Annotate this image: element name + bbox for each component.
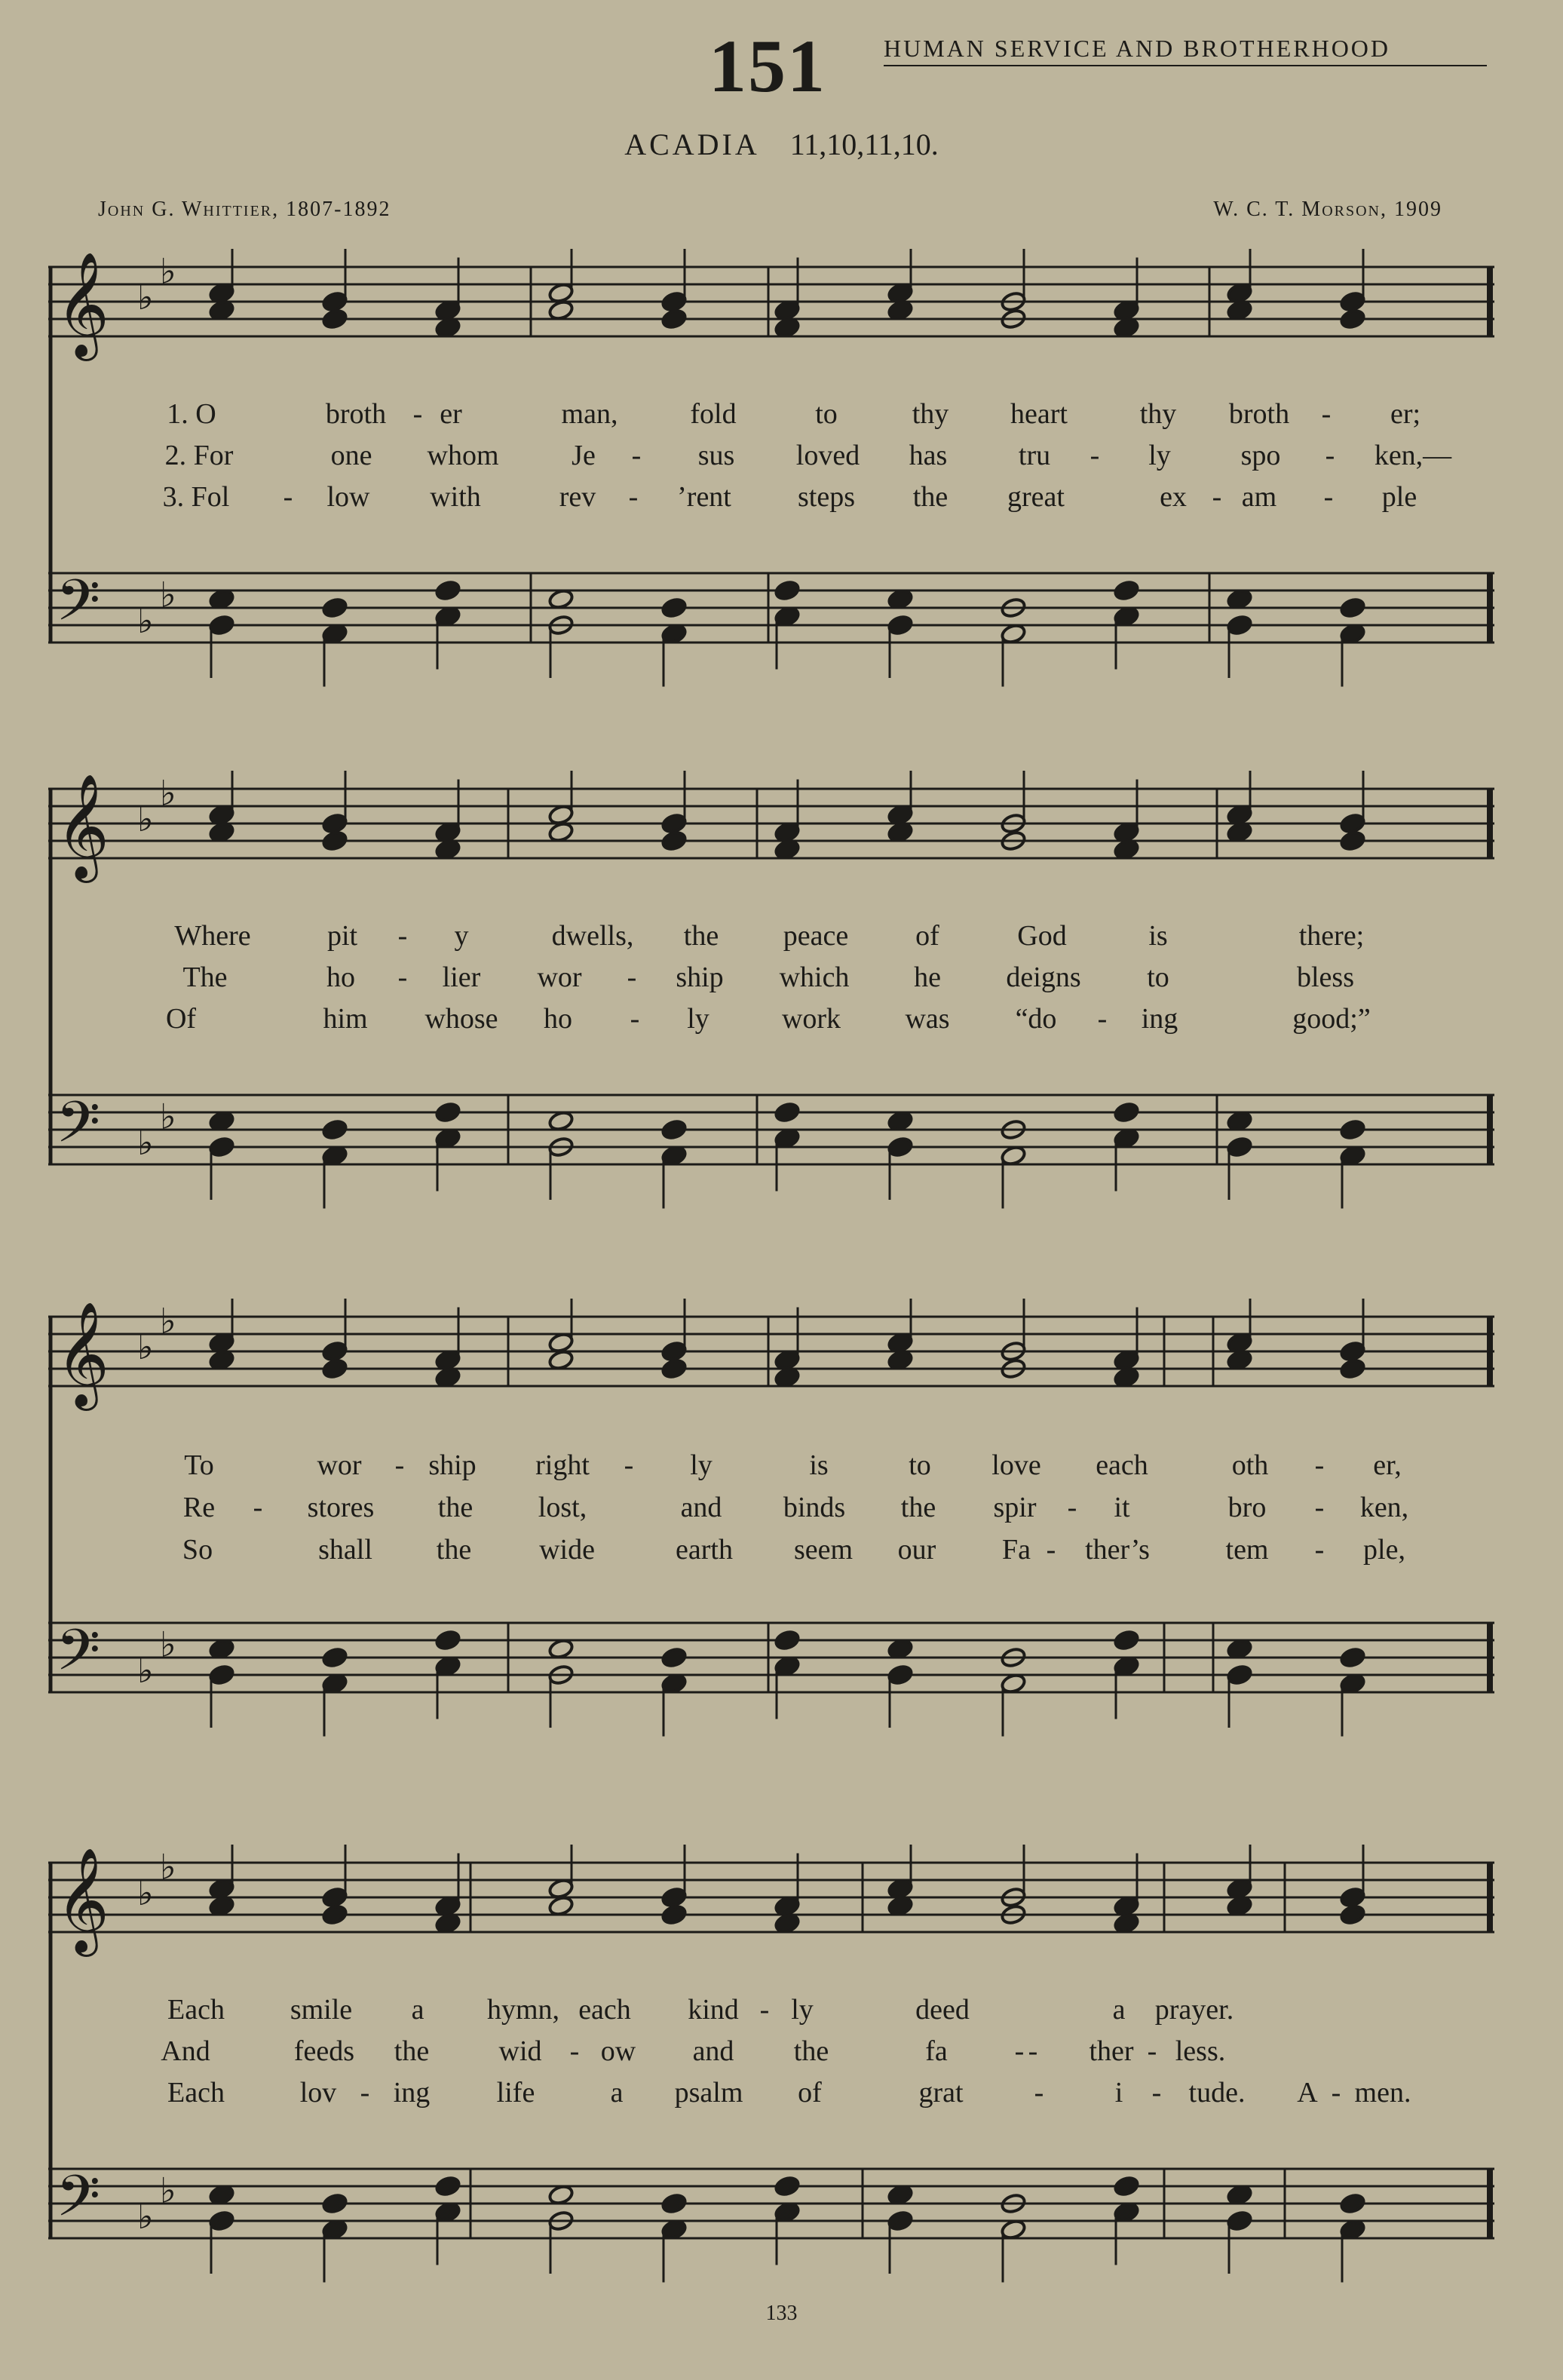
bass-note-head xyxy=(208,2210,234,2231)
lyric-s4-v3-w16: men. xyxy=(1354,2077,1411,2109)
bass-note-head xyxy=(887,2210,913,2231)
bass-clef-icon: 𝄢 xyxy=(56,1617,101,1698)
lyric-s3-v1-w1: To xyxy=(184,1449,214,1481)
lyric-s2-v1-w3: - xyxy=(397,920,408,952)
score-system-3 xyxy=(48,1299,1494,1781)
lyric-s4-v1-w9: deed xyxy=(915,1994,970,2026)
lyric-s1-v3-w9: the xyxy=(912,481,949,513)
score-system-2 xyxy=(48,771,1494,1253)
flat-sign-icon: ♭ xyxy=(137,1122,154,1163)
lyric-s1-v3-w1: 3. Fol xyxy=(162,481,230,513)
lyric-s2-v3-w3: whose xyxy=(424,1003,498,1035)
bass-note-head xyxy=(1113,2175,1139,2197)
lyric-s3-v2-w5: lost, xyxy=(538,1492,587,1523)
lyric-s2-v3-w9: “do xyxy=(1015,1003,1057,1035)
lyric-s2-v1-w11: there; xyxy=(1298,920,1365,952)
flat-sign-icon: ♭ xyxy=(137,1872,154,1913)
lyric-s1-v2-w3: whom xyxy=(427,440,499,471)
treble-note-head xyxy=(1339,1340,1365,1362)
lyric-s2-v3-w7: work xyxy=(781,1003,841,1035)
lyric-s4-v2-w5: - xyxy=(569,2035,580,2067)
lyric-s4-v2-w14: less. xyxy=(1175,2035,1226,2067)
treble-note-head xyxy=(660,1903,687,1925)
lyric-s2-v3-w2: him xyxy=(323,1003,368,1035)
lyric-s3-v1-w10: love xyxy=(991,1449,1041,1481)
treble-note-head xyxy=(660,290,687,312)
lyric-s1-v3-w14: - xyxy=(1323,481,1334,513)
lyric-s1-v2-w6: sus xyxy=(697,440,735,471)
lyric-s1-v1-w1: 1. O xyxy=(167,398,216,430)
lyric-s3-v2-w10: - xyxy=(1067,1492,1077,1523)
lyric-s4-v1-w1: Each xyxy=(167,1994,225,2026)
flat-sign-icon: ♭ xyxy=(160,250,176,292)
lyric-s1-v2-w13: - xyxy=(1325,440,1335,471)
bass-note-head xyxy=(1113,579,1139,601)
lyric-s1-v2-w7: loved xyxy=(795,440,860,471)
bass-note-head xyxy=(1226,614,1252,636)
bass-clef-icon: 𝄢 xyxy=(56,1089,101,1170)
lyric-s4-v2-w9: fa xyxy=(925,2035,948,2067)
composer-credit: W. C. T. Morson, 1909 xyxy=(1213,198,1442,221)
lyric-s4-v2-w4: wid xyxy=(498,2035,542,2067)
treble-note-head xyxy=(321,290,348,312)
bass-note-head xyxy=(434,579,461,601)
lyric-s4-v2-w12: ther xyxy=(1089,2035,1134,2067)
lyric-s2-v1-w2: pit xyxy=(326,920,358,952)
bass-note-head xyxy=(321,1646,348,1668)
lyric-s3-v3-w3: the xyxy=(436,1534,472,1566)
lyric-s1-v3-w7: ’rent xyxy=(677,481,731,513)
lyric-s2-v2-w8: which xyxy=(779,962,850,993)
lyric-s3-v2-w2: - xyxy=(253,1492,263,1523)
lyric-s3-v2-w4: the xyxy=(437,1492,473,1523)
lyric-s1-v2-w2: one xyxy=(330,440,372,471)
bass-note-head xyxy=(887,1136,913,1158)
lyric-s1-v3-w4: with xyxy=(430,481,481,513)
flat-sign-icon: ♭ xyxy=(137,1650,154,1691)
flat-sign-icon: ♭ xyxy=(160,1624,176,1665)
lyric-s4-v3-w13: tude. xyxy=(1188,2077,1246,2109)
flat-sign-icon: ♭ xyxy=(137,799,154,839)
lyric-s3-v2-w7: binds xyxy=(783,1492,846,1523)
lyric-s4-v3-w12: - xyxy=(1151,2077,1162,2109)
lyric-s1-v1-w2: broth xyxy=(325,398,387,430)
bass-note-head xyxy=(434,2175,461,2197)
lyric-s1-v3-w15: ple xyxy=(1381,481,1417,513)
lyric-s1-v3-w12: - xyxy=(1212,481,1222,513)
lyric-s1-v2-w9: tru xyxy=(1018,440,1051,471)
lyric-s4-v1-w10: a xyxy=(1112,1994,1126,2026)
lyric-s2-v1-w1: Where xyxy=(174,920,251,952)
lyric-s3-v2-w3: stores xyxy=(307,1492,375,1523)
lyric-s2-v1-w6: the xyxy=(683,920,719,952)
lyric-s4-v1-w3: a xyxy=(411,1994,424,2026)
page-number: 133 xyxy=(765,2302,798,2325)
lyric-s3-v3-w4: wide xyxy=(539,1534,595,1566)
lyric-s2-v1-w7: peace xyxy=(783,920,849,952)
lyric-s2-v3-w11: ing xyxy=(1141,1003,1178,1035)
music-system-2 xyxy=(48,771,1494,1253)
treble-note-head xyxy=(660,1357,687,1379)
treble-clef-icon: 𝄞 xyxy=(56,774,109,879)
bass-note-head xyxy=(1226,1664,1252,1685)
section-title: HUMAN SERVICE AND BROTHERHOOD xyxy=(884,35,1391,62)
section-rule xyxy=(884,65,1487,66)
lyric-s1-v2-w1: 2. For xyxy=(164,440,234,471)
bass-note-head xyxy=(887,1664,913,1685)
flat-sign-icon: ♭ xyxy=(137,1326,154,1367)
lyric-s1-v1-w11: broth xyxy=(1228,398,1290,430)
lyric-s4-v3-w5: life xyxy=(496,2077,535,2109)
lyric-s2-v2-w10: deigns xyxy=(1006,962,1081,993)
lyric-s3-v3-w12: - xyxy=(1314,1534,1325,1566)
lyric-s4-v3-w7: psalm xyxy=(674,2077,743,2109)
lyric-s3-v2-w9: spir xyxy=(993,1492,1037,1523)
music-system-1 xyxy=(48,249,1494,731)
lyric-s3-v2-w8: the xyxy=(900,1492,936,1523)
bass-note-head xyxy=(774,2175,800,2197)
flat-sign-icon: ♭ xyxy=(137,2196,154,2237)
lyric-s2-v3-w12: good;” xyxy=(1292,1003,1371,1035)
lyric-s3-v3-w13: ple, xyxy=(1363,1534,1405,1566)
lyric-s2-v3-w5: - xyxy=(630,1003,640,1035)
treble-note-head xyxy=(660,308,687,330)
treble-note-head xyxy=(321,830,348,851)
lyric-s1-v1-w4: er xyxy=(440,398,462,430)
lyric-s2-v1-w5: dwells, xyxy=(551,920,634,952)
lyric-s3-v1-w14: er, xyxy=(1373,1449,1402,1481)
lyric-s4-v1-w7: - xyxy=(759,1994,770,2026)
lyric-s1-v1-w5: man, xyxy=(561,398,618,430)
bass-note-head xyxy=(660,1646,687,1668)
bass-note-head xyxy=(321,597,348,618)
bass-note-head xyxy=(434,1629,461,1651)
lyric-s1-v3-w5: rev xyxy=(559,481,596,513)
lyric-s1-v3-w8: steps xyxy=(798,481,855,513)
treble-note-head xyxy=(1339,1886,1365,1908)
lyric-s3-v2-w6: and xyxy=(680,1492,722,1523)
lyric-s4-v2-w10: - xyxy=(1014,2035,1025,2067)
lyric-s2-v2-w11: to xyxy=(1147,962,1169,993)
lyric-s4-v3-w9: grat xyxy=(918,2077,964,2109)
lyric-s3-v1-w7: ly xyxy=(690,1449,713,1481)
lyric-s3-v3-w7: our xyxy=(897,1534,936,1566)
score-system-1 xyxy=(48,249,1494,731)
lyric-s4-v3-w15: - xyxy=(1331,2077,1341,2109)
treble-note-head xyxy=(1339,308,1365,330)
flat-sign-icon: ♭ xyxy=(160,574,176,615)
bass-note-head xyxy=(774,579,800,601)
flat-sign-icon: ♭ xyxy=(137,600,154,641)
lyric-s3-v2-w14: ken, xyxy=(1359,1492,1409,1523)
tune-name: ACADIA xyxy=(624,127,760,161)
bass-note-head xyxy=(774,1101,800,1123)
lyric-s2-v1-w4: y xyxy=(454,920,469,952)
lyric-s2-v3-w8: was xyxy=(905,1003,950,1035)
flat-sign-icon: ♭ xyxy=(160,772,176,814)
lyric-s3-v1-w12: oth xyxy=(1231,1449,1269,1481)
lyric-s3-v2-w12: bro xyxy=(1227,1492,1267,1523)
lyric-s2-v2-w9: he xyxy=(914,962,941,993)
bass-note-head xyxy=(208,614,234,636)
lyric-s3-v3-w1: So xyxy=(182,1534,213,1566)
lyric-s4-v1-w4: hymn, xyxy=(486,1994,560,2026)
lyric-s2-v3-w1: Of xyxy=(165,1003,197,1035)
lyric-s3-v3-w2: shall xyxy=(318,1534,372,1566)
lyric-s4-v1-w6: kind xyxy=(688,1994,739,2026)
lyric-s3-v1-w2: wor xyxy=(317,1449,362,1481)
lyric-s1-v1-w3: - xyxy=(412,398,423,430)
music-system-3 xyxy=(48,1299,1494,1781)
bass-note-head xyxy=(1339,2192,1365,2214)
lyric-s1-v2-w8: has xyxy=(909,440,948,471)
bass-note-head xyxy=(1226,1136,1252,1158)
lyric-s4-v1-w2: smile xyxy=(290,1994,353,2026)
bass-note-head xyxy=(660,597,687,618)
treble-note-head xyxy=(321,1903,348,1925)
lyric-s3-v1-w13: - xyxy=(1314,1449,1325,1481)
treble-note-head xyxy=(1339,830,1365,851)
author-credit: John G. Whittier, 1807-1892 xyxy=(98,198,391,221)
treble-note-head xyxy=(321,1357,348,1379)
lyric-s1-v2-w10: - xyxy=(1090,440,1100,471)
lyric-s3-v1-w3: - xyxy=(394,1449,405,1481)
lyric-s3-v1-w8: is xyxy=(809,1449,829,1481)
lyric-s2-v1-w8: of xyxy=(915,920,939,952)
lyric-s4-v2-w13: - xyxy=(1147,2035,1157,2067)
lyric-s1-v2-w14: ken,— xyxy=(1374,440,1452,471)
flat-sign-icon: ♭ xyxy=(160,2170,176,2211)
lyric-s2-v2-w3: - xyxy=(397,962,408,993)
lyric-s4-v2-w6: ow xyxy=(600,2035,636,2067)
lyric-s1-v2-w5: - xyxy=(631,440,642,471)
bass-note-head xyxy=(1339,1118,1365,1140)
treble-note-head xyxy=(660,830,687,851)
lyric-s2-v2-w12: bless xyxy=(1297,962,1354,993)
bass-note-head xyxy=(321,1118,348,1140)
tune-meter: 11,10,11,10. xyxy=(789,127,939,161)
lyric-s2-v1-w10: is xyxy=(1148,920,1168,952)
lyric-s3-v1-w5: right xyxy=(535,1449,590,1481)
lyric-s2-v2-w6: - xyxy=(627,962,637,993)
treble-note-head xyxy=(1339,1903,1365,1925)
lyric-s2-v2-w5: wor xyxy=(537,962,582,993)
flat-sign-icon: ♭ xyxy=(160,1300,176,1342)
lyric-s1-v3-w6: - xyxy=(628,481,639,513)
lyric-s1-v1-w6: fold xyxy=(690,398,737,430)
tune-line xyxy=(0,127,1563,161)
score-system-4 xyxy=(48,1845,1494,2327)
treble-note-head xyxy=(1339,1357,1365,1379)
lyric-s3-v1-w11: each xyxy=(1096,1449,1148,1481)
lyric-s2-v2-w2: ho xyxy=(326,962,355,993)
lyric-s3-v3-w6: seem xyxy=(793,1534,854,1566)
bass-note-head xyxy=(660,1118,687,1140)
lyric-s3-v3-w8: Fa xyxy=(1002,1534,1031,1566)
lyric-s1-v2-w11: ly xyxy=(1148,440,1171,471)
music-system-4 xyxy=(48,1845,1494,2327)
treble-note-head xyxy=(1339,812,1365,834)
lyric-s3-v1-w9: to xyxy=(909,1449,931,1481)
lyric-s4-v3-w10: - xyxy=(1034,2077,1044,2109)
lyric-s1-v3-w2: - xyxy=(283,481,293,513)
lyric-s3-v1-w6: - xyxy=(624,1449,634,1481)
lyric-s3-v2-w11: it xyxy=(1114,1492,1130,1523)
lyric-s2-v3-w4: ho xyxy=(544,1003,572,1035)
lyric-s4-v3-w11: i xyxy=(1114,2077,1123,2109)
lyric-s4-v1-w8: ly xyxy=(791,1994,814,2026)
lyric-s1-v1-w12: - xyxy=(1321,398,1332,430)
lyric-s1-v1-w13: er; xyxy=(1390,398,1421,430)
lyric-s1-v2-w12: spo xyxy=(1240,440,1281,471)
lyric-s4-v3-w3: - xyxy=(360,2077,370,2109)
lyric-s4-v1-w5: each xyxy=(578,1994,631,2026)
bass-note-head xyxy=(1113,1629,1139,1651)
bass-note-head xyxy=(1339,597,1365,618)
lyric-s1-v1-w8: thy xyxy=(912,398,949,430)
lyric-s2-v2-w7: ship xyxy=(676,962,724,993)
lyric-s4-v3-w2: lov xyxy=(299,2077,337,2109)
lyric-s3-v3-w10: ther’s xyxy=(1085,1534,1150,1566)
bass-note-head xyxy=(1113,1101,1139,1123)
lyric-s4-v2-w1: And xyxy=(161,2035,210,2067)
lyric-s2-v2-w1: The xyxy=(182,962,228,993)
flat-sign-icon: ♭ xyxy=(160,1846,176,1888)
lyric-s2-v3-w6: ly xyxy=(687,1003,709,1035)
treble-note-head xyxy=(321,812,348,834)
bass-note-head xyxy=(1339,1646,1365,1668)
lyric-s4-v2-w3: the xyxy=(394,2035,430,2067)
lyric-s3-v3-w9: - xyxy=(1046,1534,1056,1566)
lyric-s4-v3-w4: ing xyxy=(393,2077,431,2109)
bass-note-head xyxy=(434,1101,461,1123)
lyric-s4-v2-w8: the xyxy=(793,2035,829,2067)
treble-note-head xyxy=(321,1340,348,1362)
lyric-s4-v2-w11: - xyxy=(1028,2035,1038,2067)
lyric-s1-v1-w9: heart xyxy=(1010,398,1068,430)
lyric-s2-v3-w10: - xyxy=(1097,1003,1108,1035)
lyric-s1-v1-w10: thy xyxy=(1139,398,1177,430)
treble-clef-icon: 𝄞 xyxy=(56,1302,109,1406)
lyric-s3-v2-w1: Re xyxy=(182,1492,216,1523)
bass-clef-icon: 𝄢 xyxy=(56,2163,101,2244)
treble-clef-icon: 𝄞 xyxy=(56,252,109,357)
lyric-s4-v3-w1: Each xyxy=(167,2077,225,2109)
lyric-s2-v1-w9: God xyxy=(1017,920,1067,952)
bass-note-head xyxy=(1226,2210,1252,2231)
bass-note-head xyxy=(208,1664,234,1685)
bass-note-head xyxy=(660,2192,687,2214)
lyric-s4-v3-w14: A xyxy=(1297,2077,1318,2109)
lyric-s2-v2-w4: lier xyxy=(442,962,481,993)
lyric-s1-v3-w11: ex xyxy=(1160,481,1187,513)
treble-note-head xyxy=(321,308,348,330)
bass-note-head xyxy=(887,614,913,636)
lyric-s3-v3-w11: tem xyxy=(1225,1534,1269,1566)
lyric-s3-v3-w5: earth xyxy=(676,1534,733,1566)
lyric-s1-v3-w3: low xyxy=(326,481,370,513)
treble-clef-icon: 𝄞 xyxy=(56,1848,109,1952)
flat-sign-icon: ♭ xyxy=(160,1096,176,1137)
treble-note-head xyxy=(660,1886,687,1908)
bass-note-head xyxy=(208,1136,234,1158)
lyric-s1-v3-w13: am xyxy=(1241,481,1277,513)
flat-sign-icon: ♭ xyxy=(137,277,154,317)
bass-note-head xyxy=(774,1629,800,1651)
treble-note-head xyxy=(321,1886,348,1908)
lyric-s4-v3-w6: a xyxy=(610,2077,624,2109)
lyric-s1-v1-w7: to xyxy=(815,398,838,430)
treble-note-head xyxy=(660,1340,687,1362)
lyric-s4-v3-w8: of xyxy=(798,2077,822,2109)
bass-clef-icon: 𝄢 xyxy=(56,567,101,648)
lyric-s3-v2-w13: - xyxy=(1314,1492,1325,1523)
lyric-s4-v2-w7: and xyxy=(692,2035,734,2067)
lyric-s4-v2-w2: feeds xyxy=(293,2035,355,2067)
treble-note-head xyxy=(1339,290,1365,312)
hymn-number: 151 xyxy=(709,24,826,108)
lyric-s1-v2-w4: Je xyxy=(572,440,596,471)
lyric-s4-v1-w11: prayer. xyxy=(1154,1994,1234,2026)
lyric-s3-v1-w4: ship xyxy=(428,1449,477,1481)
bass-note-head xyxy=(321,2192,348,2214)
lyric-s1-v3-w10: great xyxy=(1007,481,1065,513)
treble-note-head xyxy=(660,812,687,834)
